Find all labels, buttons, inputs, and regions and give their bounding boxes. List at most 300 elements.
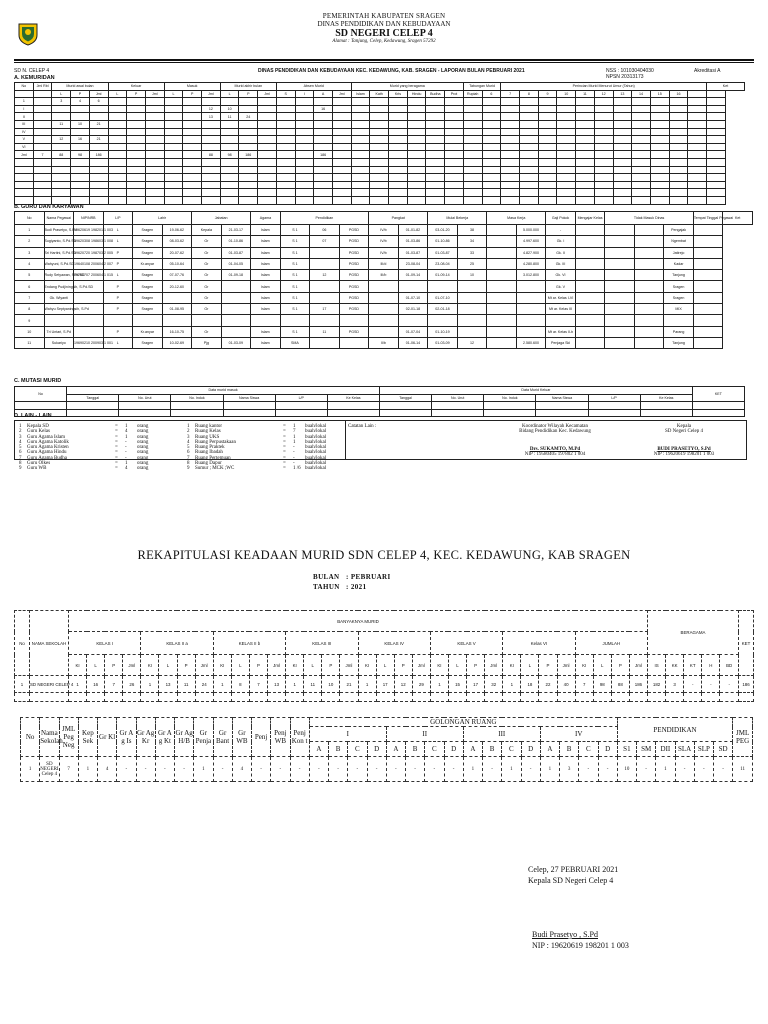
- table-cell: [239, 120, 258, 128]
- table-cell: [127, 196, 146, 204]
- column-header: L: [304, 655, 322, 676]
- table-cell: P: [103, 304, 133, 315]
- table-cell: 07-07-76: [162, 270, 192, 281]
- table-cell: [33, 98, 52, 106]
- table-cell: 1: [463, 757, 482, 782]
- table-cell: [258, 120, 277, 128]
- table-cell: [164, 158, 183, 166]
- table-cell: [164, 105, 183, 113]
- column-header: Mulai Bekerja: [428, 212, 487, 225]
- table-cell: [605, 270, 635, 281]
- table-cell: [162, 315, 192, 326]
- table-cell: -: [702, 676, 720, 693]
- table-cell: Pjg: [192, 337, 222, 348]
- table-row: [15, 225, 753, 236]
- column-header: Kelas VI: [503, 632, 575, 655]
- room-count-item-part: buah/lokal: [305, 450, 327, 456]
- table-cell: 01-03-87: [221, 247, 251, 258]
- table-cell: 1: [502, 757, 521, 782]
- column-header: Kep Sek: [78, 718, 97, 757]
- table-cell: [516, 304, 546, 315]
- column-header: KELAS V: [430, 632, 502, 655]
- table-cell: [576, 158, 595, 166]
- table-cell: S 1: [280, 236, 310, 247]
- table-cell: [276, 181, 295, 189]
- table-cell: [127, 105, 146, 113]
- table-cell: [557, 196, 576, 204]
- table-cell: [501, 158, 520, 166]
- table-cell: [295, 120, 314, 128]
- room-count-item-part: buah/lokal: [305, 424, 327, 429]
- table-cell: Islam: [251, 247, 281, 258]
- room-count-item-part: -: [293, 461, 295, 467]
- table-cell: S 1: [280, 270, 310, 281]
- table-cell: 4.827.900: [516, 247, 546, 258]
- room-count-item-part: buah/lokal: [305, 466, 327, 472]
- column-header: Gr Kl: [98, 718, 117, 757]
- table-cell: [276, 113, 295, 121]
- table-cell: [33, 113, 52, 121]
- table-cell: [576, 113, 595, 121]
- table-cell: 16: [87, 676, 105, 693]
- table-cell: [407, 151, 426, 159]
- subheader-row: [15, 632, 754, 655]
- table-cell: Sukariyo: [44, 337, 74, 348]
- column-header: BANYAKNYA MURID: [69, 611, 648, 632]
- column-header: L: [87, 655, 105, 676]
- table-cell: 7: [15, 292, 45, 303]
- table-cell: [394, 693, 412, 702]
- table-cell: [370, 113, 389, 121]
- table-row: [15, 676, 754, 693]
- table-cell: [463, 120, 482, 128]
- table-cell: [501, 98, 520, 106]
- table-cell: [351, 128, 370, 136]
- table-cell: [634, 236, 664, 247]
- table-cell: [693, 326, 723, 337]
- column-header: KELAS I: [69, 632, 141, 655]
- table-cell: [314, 158, 333, 166]
- table-cell: 10: [322, 676, 340, 693]
- table-cell: [332, 166, 351, 174]
- room-count-item-part: 2: [187, 429, 190, 435]
- column-header: Tidak Masuk Dinas: [605, 212, 694, 225]
- table-cell: [463, 174, 482, 182]
- table-cell: [557, 181, 576, 189]
- table-cell: [407, 174, 426, 182]
- table-cell: [407, 120, 426, 128]
- table-cell: [351, 189, 370, 197]
- table-cell: [71, 181, 90, 189]
- column-header: Budha: [426, 90, 445, 98]
- column-header: Penj WB: [271, 718, 290, 757]
- table-cell: [605, 236, 635, 247]
- table-cell: [71, 189, 90, 197]
- table-cell: [119, 402, 171, 410]
- column-header: KT: [684, 655, 702, 676]
- table-cell: [314, 196, 333, 204]
- table-cell: [463, 166, 482, 174]
- table-cell: [613, 196, 632, 204]
- signature-name: Budi Prasetyo , S.Pd: [532, 930, 599, 939]
- room-count-item-part: =: [283, 445, 286, 451]
- table-cell: [171, 409, 223, 417]
- table-cell: [463, 181, 482, 189]
- table-cell: [707, 120, 726, 128]
- staff-count-item-part: =: [115, 439, 118, 445]
- header-row: [15, 83, 745, 91]
- table-cell: Islam: [251, 258, 281, 269]
- column-header: Ket: [723, 212, 753, 225]
- table-cell: [693, 292, 723, 303]
- table-cell: [487, 236, 517, 247]
- column-header: L: [164, 90, 183, 98]
- table-cell: [33, 166, 52, 174]
- table-cell: [594, 151, 613, 159]
- table-cell: [519, 128, 538, 136]
- column-header: KELAS III: [286, 632, 358, 655]
- table-cell: [575, 270, 605, 281]
- table-cell: 13: [159, 676, 177, 693]
- table-cell: -: [684, 676, 702, 693]
- table-cell: [314, 120, 333, 128]
- column-header: Jml: [340, 655, 358, 676]
- table-cell: -: [579, 757, 598, 782]
- table-cell: [557, 143, 576, 151]
- room-count-item-part: Ruang kantor: [195, 424, 223, 429]
- table-cell: Sragen: [133, 281, 163, 292]
- table-cell: 186: [629, 676, 647, 693]
- table-cell: [276, 196, 295, 204]
- table-cell: [295, 98, 314, 106]
- table-cell: [369, 315, 399, 326]
- column-header: P: [611, 655, 629, 676]
- table-cell: [516, 281, 546, 292]
- table-cell: [739, 693, 754, 702]
- table-cell: [74, 315, 104, 326]
- table-cell: [576, 105, 595, 113]
- table-cell: [370, 120, 389, 128]
- column-header: KELAS II a: [141, 632, 213, 655]
- month-value: : PEBRUARI: [346, 573, 391, 581]
- table-cell: [295, 151, 314, 159]
- column-header: A: [309, 742, 328, 757]
- table-cell: [482, 98, 501, 106]
- table-cell: [258, 189, 277, 197]
- table-cell: [650, 136, 669, 144]
- room-count-item-part: 8: [187, 461, 190, 467]
- table-cell: [650, 189, 669, 197]
- table-cell: [52, 105, 71, 113]
- table-cell: [482, 166, 501, 174]
- table-cell: [239, 196, 258, 204]
- table-cell: [407, 113, 426, 121]
- column-header: Ke Kelas: [327, 394, 379, 402]
- column-header: Absen Murid: [276, 83, 351, 91]
- column-header: B: [483, 742, 502, 757]
- column-header: [688, 90, 707, 98]
- room-count-item-part: -: [293, 455, 295, 461]
- table-cell: [484, 402, 536, 410]
- table-cell: [276, 105, 295, 113]
- table-cell: [314, 136, 333, 144]
- table-cell: [183, 181, 202, 189]
- table-cell: [693, 270, 723, 281]
- table-cell: Budi Prasetyo, S.Pd: [44, 225, 74, 236]
- table-cell: 3: [15, 247, 45, 258]
- table-row: [15, 304, 753, 315]
- table-cell: 4: [98, 757, 117, 782]
- table-cell: [398, 315, 428, 326]
- column-header: A: [540, 742, 559, 757]
- room-count-item-part: buah/lokal: [305, 445, 327, 451]
- table-cell: [428, 281, 458, 292]
- table-cell: 19620720 198703 2 005: [74, 247, 104, 258]
- table-cell: [89, 158, 108, 166]
- column-header: I: [295, 90, 314, 98]
- column-header: BERAGAMA: [648, 611, 739, 655]
- table-row: [15, 98, 745, 106]
- header-row: [15, 387, 745, 395]
- table-cell: 3.012.800: [516, 270, 546, 281]
- table-cell: 98: [71, 151, 90, 159]
- table-cell: [171, 402, 223, 410]
- table-cell: [407, 196, 426, 204]
- table-cell: [52, 196, 71, 204]
- table-cell: [576, 128, 595, 136]
- table-cell: [52, 113, 71, 121]
- table-cell: [67, 402, 119, 410]
- column-header: SLA: [675, 742, 694, 757]
- staff-count-item-part: 4: [125, 429, 128, 435]
- table-cell: [588, 402, 640, 410]
- table-cell: [295, 128, 314, 136]
- table-cell: 182: [648, 676, 666, 693]
- table-cell: [538, 166, 557, 174]
- staff-count-item-part: 1: [125, 434, 128, 440]
- table-cell: [183, 120, 202, 128]
- table-cell: [340, 693, 358, 702]
- table-cell: [351, 105, 370, 113]
- table-cell: 01-03-09: [221, 337, 251, 348]
- table-cell: [707, 143, 726, 151]
- table-cell: 01-06-14: [398, 337, 428, 348]
- table-cell: -: [155, 757, 174, 782]
- table-cell: [426, 174, 445, 182]
- table-cell: [239, 181, 258, 189]
- column-header: 7: [501, 90, 520, 98]
- table-cell: [108, 151, 127, 159]
- table-cell: [634, 337, 664, 348]
- table-cell: 19640108 200604 2 007: [74, 258, 104, 269]
- table-cell: -: [367, 757, 386, 782]
- room-count-item-part: 7: [293, 429, 296, 435]
- table-cell: [632, 151, 651, 159]
- table-cell: 1: [15, 676, 30, 693]
- table-cell: 6: [89, 98, 108, 106]
- table-cell: 7: [249, 676, 267, 693]
- table-cell: [634, 281, 664, 292]
- table-cell: [162, 292, 192, 303]
- table-cell: [183, 136, 202, 144]
- table-cell: [629, 693, 647, 702]
- column-header: Gr Penja: [194, 718, 213, 757]
- table-cell: [426, 120, 445, 128]
- table-cell: [519, 189, 538, 197]
- coordinator-block: [480, 424, 630, 457]
- table-cell: 01-10-19: [428, 326, 458, 337]
- table-cell: [702, 693, 720, 702]
- table-cell: [108, 136, 127, 144]
- column-header: 12: [594, 90, 613, 98]
- table-cell: [487, 247, 517, 258]
- column-header: JML PEG: [733, 718, 753, 757]
- table-cell: [445, 128, 464, 136]
- room-count-item-part: =: [283, 424, 286, 429]
- table-cell: [33, 105, 52, 113]
- table-cell: [370, 98, 389, 106]
- table-cell: [445, 158, 464, 166]
- table-cell: [634, 225, 664, 236]
- header-row: [15, 611, 754, 632]
- table-cell: [463, 143, 482, 151]
- table-cell: 4.280.800: [516, 258, 546, 269]
- table-cell: [295, 105, 314, 113]
- table-cell: 3: [666, 676, 684, 693]
- table-cell: [707, 174, 726, 182]
- table-cell: -: [252, 757, 271, 782]
- staff-count-item-part: =: [115, 466, 118, 472]
- table-cell: -: [136, 757, 155, 782]
- column-header: A: [314, 90, 333, 98]
- table-cell: [688, 174, 707, 182]
- table-cell: 88: [202, 151, 221, 159]
- column-header: L: [448, 655, 466, 676]
- column-header: Nama Siswa: [536, 394, 588, 402]
- table-cell: [669, 151, 688, 159]
- table-cell: 10-02-69: [162, 337, 192, 348]
- table-cell: [258, 196, 277, 204]
- table-cell: -: [348, 757, 367, 782]
- table-cell: 21: [340, 676, 358, 693]
- table-cell: [613, 174, 632, 182]
- npsn-number: NPSN 20313173: [606, 74, 644, 80]
- table-cell: Islam: [251, 304, 281, 315]
- column-header: H: [702, 655, 720, 676]
- room-count-item-part: buah/lokal: [305, 439, 327, 445]
- column-header: L/P: [103, 212, 133, 225]
- room-count-item-part: Ruang Dapur: [195, 461, 222, 467]
- table-cell: [457, 292, 487, 303]
- column-header: L/P: [588, 394, 640, 402]
- table-cell: [575, 693, 593, 702]
- table-cell: [457, 326, 487, 337]
- column-header: Prot: [445, 90, 464, 98]
- table-cell: [594, 158, 613, 166]
- year-label: TAHUN: [313, 583, 340, 591]
- column-header: P: [394, 655, 412, 676]
- table-cell: [251, 315, 281, 326]
- table-cell: [519, 151, 538, 159]
- table-cell: [482, 143, 501, 151]
- room-count-item-part: =: [283, 466, 286, 472]
- table-cell: [632, 113, 651, 121]
- table-cell: [650, 174, 669, 182]
- column-header: L/P: [275, 394, 327, 402]
- table-cell: 08-03-62: [162, 236, 192, 247]
- table-cell: [426, 143, 445, 151]
- table-cell: [351, 113, 370, 121]
- staff-count-item-part: orang: [137, 466, 149, 472]
- table-cell: [276, 151, 295, 159]
- table-cell: 19620619 198201 1 003: [74, 225, 104, 236]
- staff-count-item-part: 1: [19, 424, 22, 429]
- table-cell: [52, 174, 71, 182]
- table-cell: [183, 189, 202, 197]
- table-cell: 11: [310, 326, 340, 337]
- table-cell: [223, 402, 275, 410]
- table-cell: [632, 128, 651, 136]
- table-cell: [314, 98, 333, 106]
- table-cell: [15, 158, 34, 166]
- coordinator-title: Koordinator Wilayah Kecamatan: [521, 424, 589, 429]
- table-cell: [89, 181, 108, 189]
- table-cell: Gk. VI: [546, 270, 576, 281]
- table-cell: 11: [733, 757, 753, 782]
- table-cell: [519, 105, 538, 113]
- table-cell: [538, 105, 557, 113]
- table-cell: 15: [448, 676, 466, 693]
- table-cell: 01-03-09: [428, 337, 458, 348]
- column-header: Agama: [251, 212, 281, 225]
- table-cell: [183, 143, 202, 151]
- table-row: [15, 189, 745, 197]
- agency-name: DINAS PENDIDIKAN DAN KEBUDAYAAN: [317, 20, 451, 28]
- staff-count-item-part: orang: [137, 424, 149, 429]
- table-cell: [632, 174, 651, 182]
- column-header: No. Urut: [119, 394, 171, 402]
- table-cell: 01-03-87: [398, 247, 428, 258]
- table-cell: [463, 136, 482, 144]
- table-cell: 01-09-18: [221, 270, 251, 281]
- table-cell: -: [117, 757, 136, 782]
- column-header: Gr Ag H/B: [175, 718, 194, 757]
- table-cell: [482, 136, 501, 144]
- signature-title: Kepala SD Negeri Celep 4: [528, 876, 614, 885]
- table-cell: [33, 181, 52, 189]
- table-cell: [258, 105, 277, 113]
- table-cell: -: [694, 757, 713, 782]
- table-cell: [605, 258, 635, 269]
- table-cell: IV/b: [369, 225, 399, 236]
- table-cell: 186: [239, 151, 258, 159]
- table-cell: [538, 98, 557, 106]
- table-cell: [258, 181, 277, 189]
- table-cell: [407, 181, 426, 189]
- column-header: D: [444, 742, 463, 757]
- table-cell: [389, 166, 408, 174]
- table-cell: [576, 181, 595, 189]
- table-cell: [445, 143, 464, 151]
- table-cell: [183, 166, 202, 174]
- room-count-item-part: Ruang Ibadah: [195, 450, 223, 456]
- table-cell: [213, 693, 231, 702]
- column-header: B: [560, 742, 579, 757]
- table-cell: [145, 158, 164, 166]
- table-cell: [688, 158, 707, 166]
- table-cell: [295, 196, 314, 204]
- table-row: [21, 757, 753, 782]
